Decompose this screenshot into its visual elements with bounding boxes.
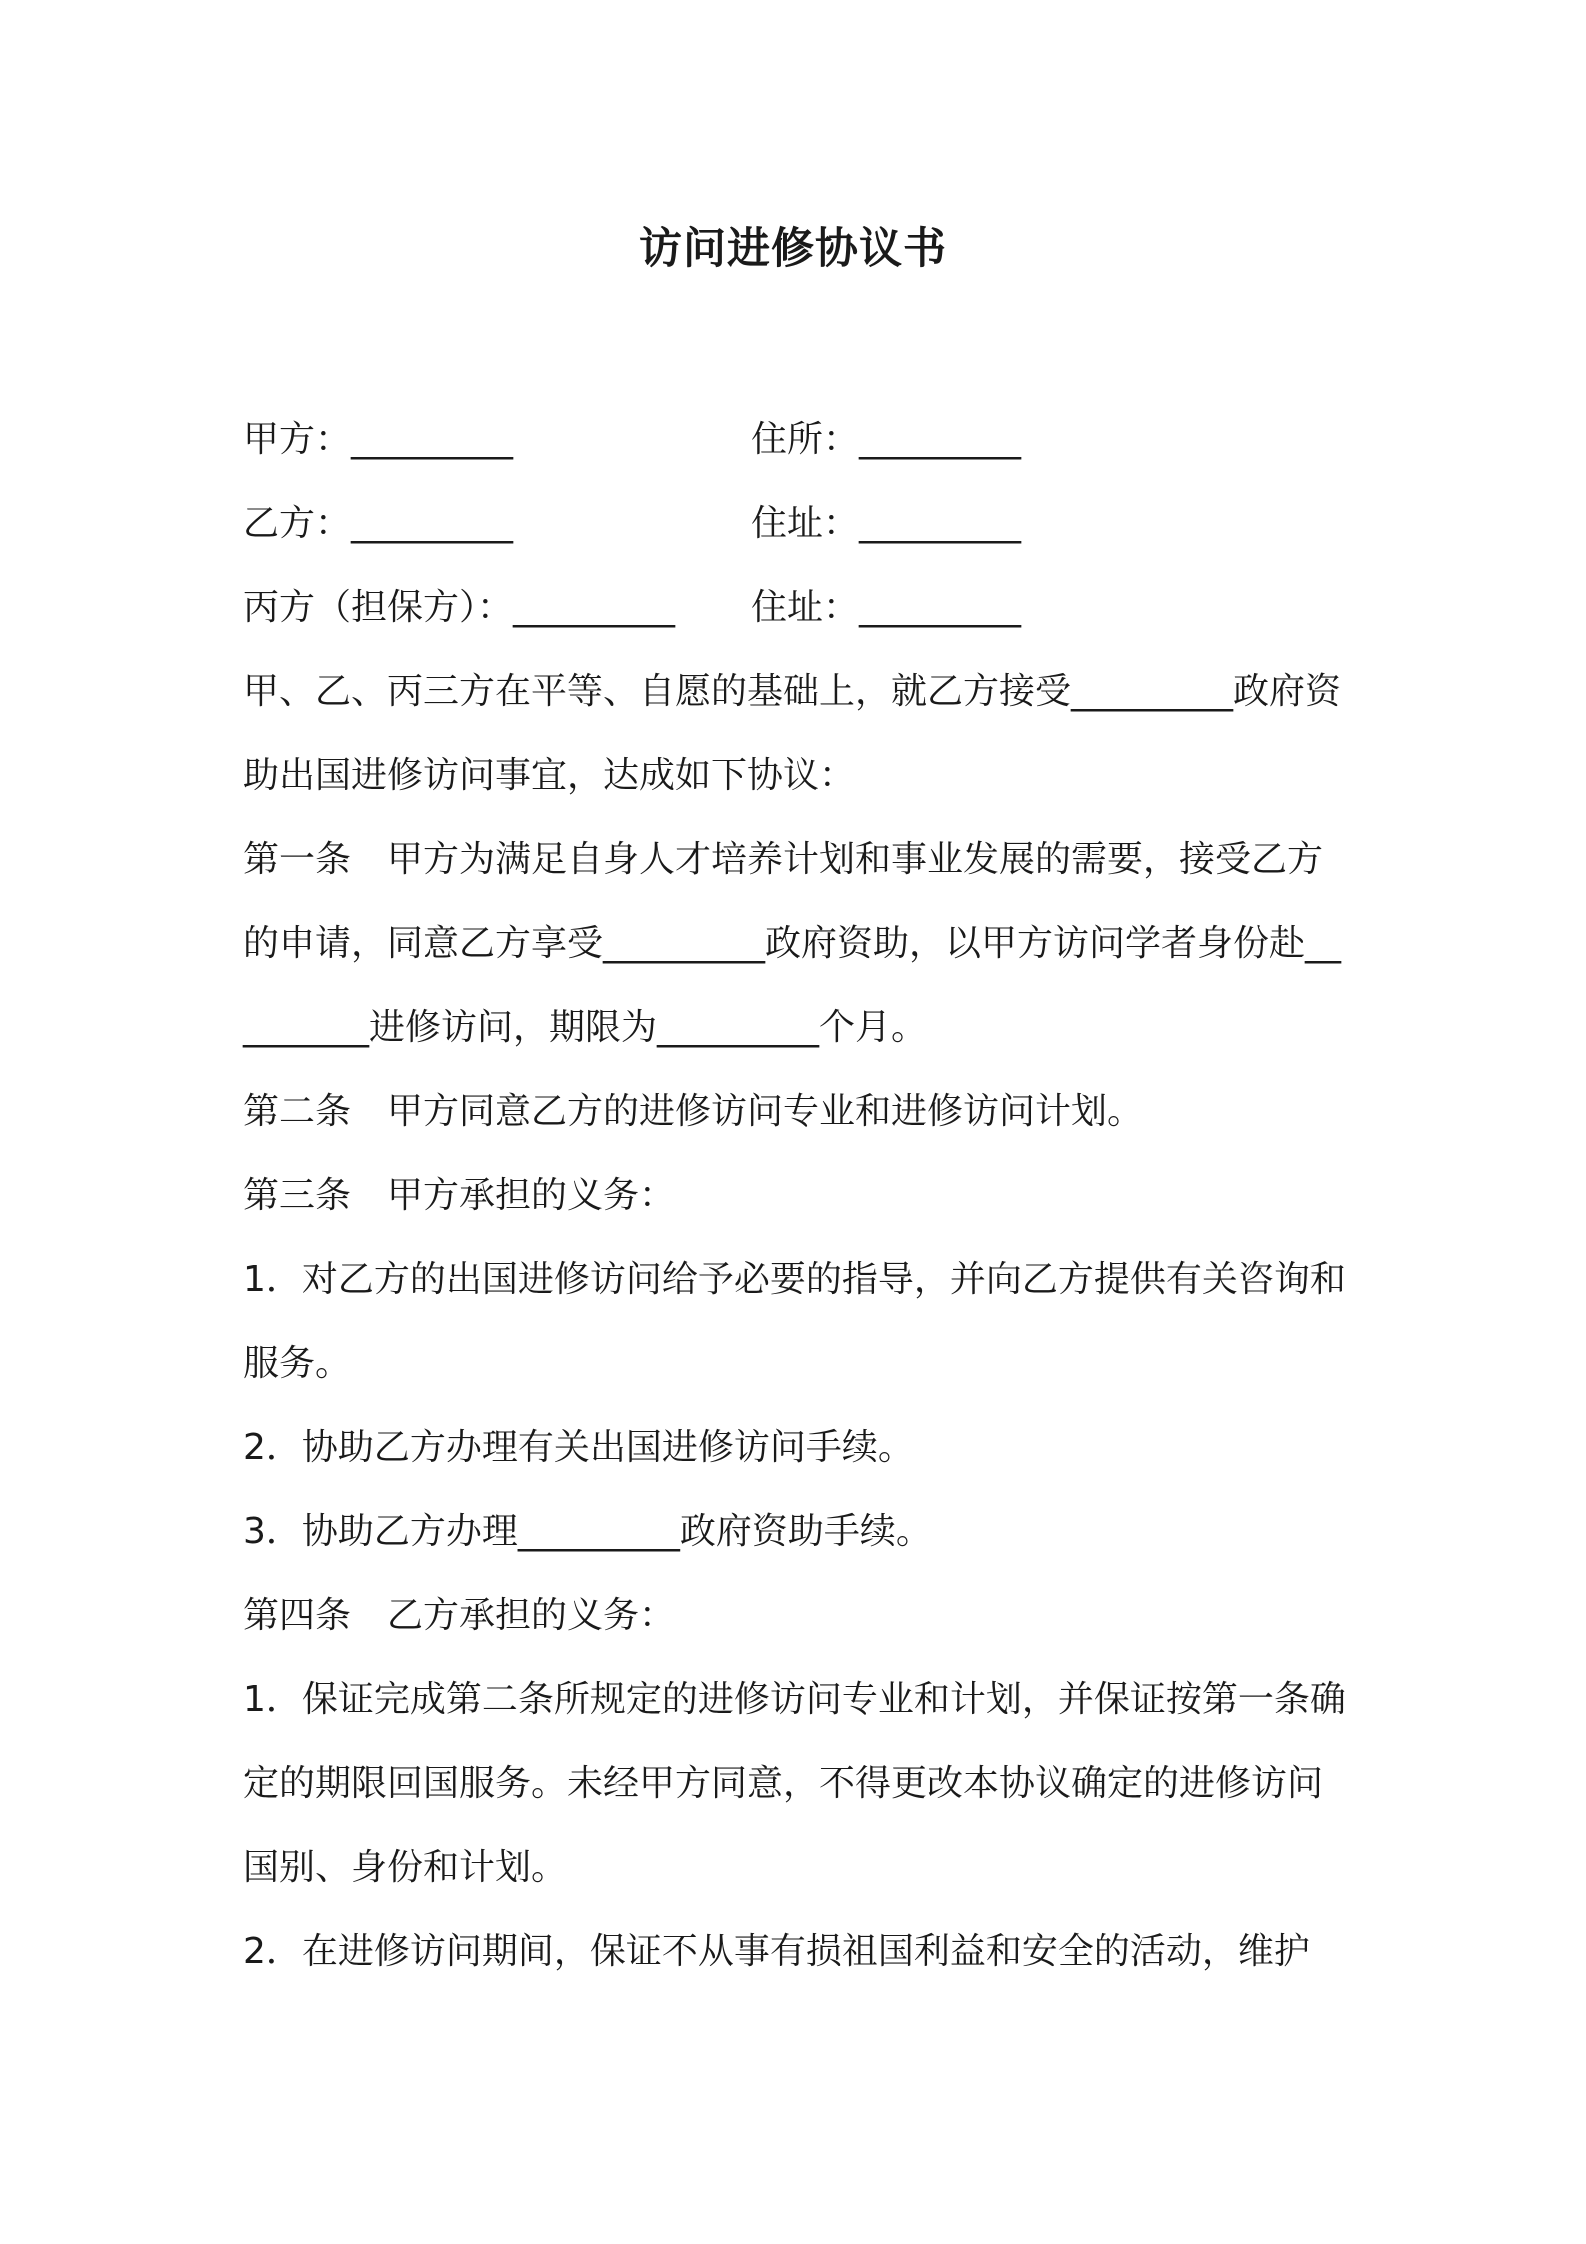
article-3-item-1: 1．对乙方的出国进修访问给予必要的指导，并向乙方提供有关咨询和服务。 — [243, 1259, 1346, 1384]
document-title: 访问进修协议书 — [639, 224, 947, 274]
intro-paragraph: 甲、乙、丙三方在平等、自愿的基础上，就乙方接受_________政府资助出国进修访问事宜，达成如下协议： — [243, 671, 1342, 796]
article-4-heading: 第四条 乙方承担的义务： — [243, 1595, 676, 1636]
party-c-address: 住址：_________ — [751, 587, 1022, 628]
party-a-name: 甲方：_________ — [243, 419, 514, 460]
article-3-item-2: 2．协助乙方办理有关出国进修访问手续。 — [243, 1427, 914, 1468]
party-row-a — [243, 398, 1363, 482]
party-b-name: 乙方：_________ — [243, 503, 514, 544]
party-c-name: 丙方（担保方）：_________ — [243, 587, 676, 628]
parties-block — [243, 398, 1363, 650]
party-row-b — [243, 482, 1363, 566]
article-3-heading: 第三条 甲方承担的义务： — [243, 1175, 676, 1216]
party-row-c — [243, 566, 1363, 650]
article-4-item-1: 1．保证完成第二条所规定的进修访问专业和计划，并保证按第一条确定的期限回国服务。未经甲方同意，不得更改本协议确定的进修访问国别、身份和计划。 — [243, 1679, 1346, 1888]
party-b-address: 住址：_________ — [751, 503, 1022, 544]
article-4-item-2: 2．在进修访问期间，保证不从事有损祖国利益和安全的活动，维护 — [243, 1931, 1310, 1972]
article-3-item-3: 3．协助乙方办理_________政府资助手续。 — [243, 1511, 932, 1552]
article-1: 第一条 甲方为满足自身人才培养计划和事业发展的需要，接受乙方的申请，同意乙方享受_________政府资助，以甲方访问学者身份赴_________进修访问，期限为_________个月。 — [243, 839, 1342, 1048]
article-2: 第二条 甲方同意乙方的进修访问专业和进修访问计划。 — [243, 1091, 1144, 1132]
agreement-body — [243, 650, 1358, 1994]
party-a-address: 住所：_________ — [751, 419, 1022, 460]
